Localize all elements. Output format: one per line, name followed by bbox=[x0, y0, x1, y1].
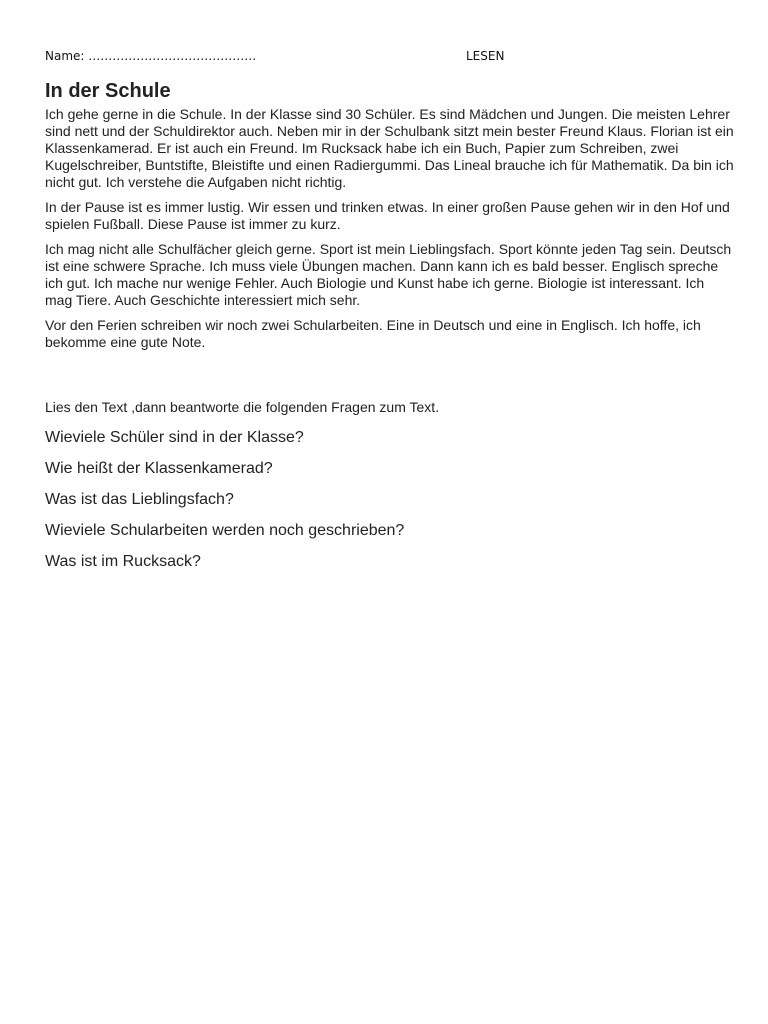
question-1: Wieviele Schüler sind in der Klasse? bbox=[45, 429, 304, 446]
paragraph-2: In der Pause ist es immer lustig. Wir essen und trinken etwas. In einer großen Pause gehen wir in den Hof und spielen Fußball. Diese Pause ist immer zu kurz. bbox=[45, 199, 730, 232]
header-row bbox=[45, 49, 725, 65]
section-label: LESEN bbox=[466, 49, 505, 63]
paragraph-1: Ich gehe gerne in die Schule. In der Klasse sind 30 Schüler. Es sind Mädchen und Jungen. Die meisten Lehrer sind nett und der Schuldirektor auch. Neben mir in der Schulbank sitzt mein bester Freund Klaus. Florian ist ein Klassenkamerad. Er ist auch ein Freund. Im Rucksack habe ich ein Buch, Papier zum Schreiben, zwei Kugelschreiber, Buntstifte, Bleistifte und einen Radiergummi. Das Lineal brauche ich für Mathematik. Da bin ich nicht gut. Ich verstehe die Aufgaben nicht richtig. bbox=[45, 106, 734, 190]
reading-text bbox=[45, 106, 735, 359]
question-5: Was ist im Rucksack? bbox=[45, 553, 201, 570]
question-2: Wie heißt der Klassenkamerad? bbox=[45, 460, 273, 477]
page-title: In der Schule bbox=[45, 80, 171, 102]
question-3: Was ist das Lieblingsfach? bbox=[45, 491, 234, 508]
instruction-text: Lies den Text ,dann beantworte die folgenden Fragen zum Text. bbox=[45, 399, 440, 415]
question-4: Wieviele Schularbeiten werden noch geschrieben? bbox=[45, 522, 405, 539]
question-list bbox=[45, 428, 735, 583]
paragraph-3: Ich mag nicht alle Schulfächer gleich gerne. Sport ist mein Lieblingsfach. Sport könnte jeden Tag sein. Deutsch ist eine schwere Sprache. Ich muss viele Übungen machen. Dann kann ich es bald besser. Englisch spreche ich gut. Ich mache nur wenige Fehler. Auch Biologie und Kunst habe ich gerne. Biologie ist interessant. Ich mag Tiere. Auch Geschichte interessiert mich sehr. bbox=[45, 241, 732, 308]
paragraph-4: Vor den Ferien schreiben wir noch zwei Schularbeiten. Eine in Deutsch und eine in Englisch. Ich hoffe, ich bekomme eine gute Note. bbox=[45, 317, 701, 350]
name-field-label: Name: …………………………………… bbox=[45, 49, 257, 63]
